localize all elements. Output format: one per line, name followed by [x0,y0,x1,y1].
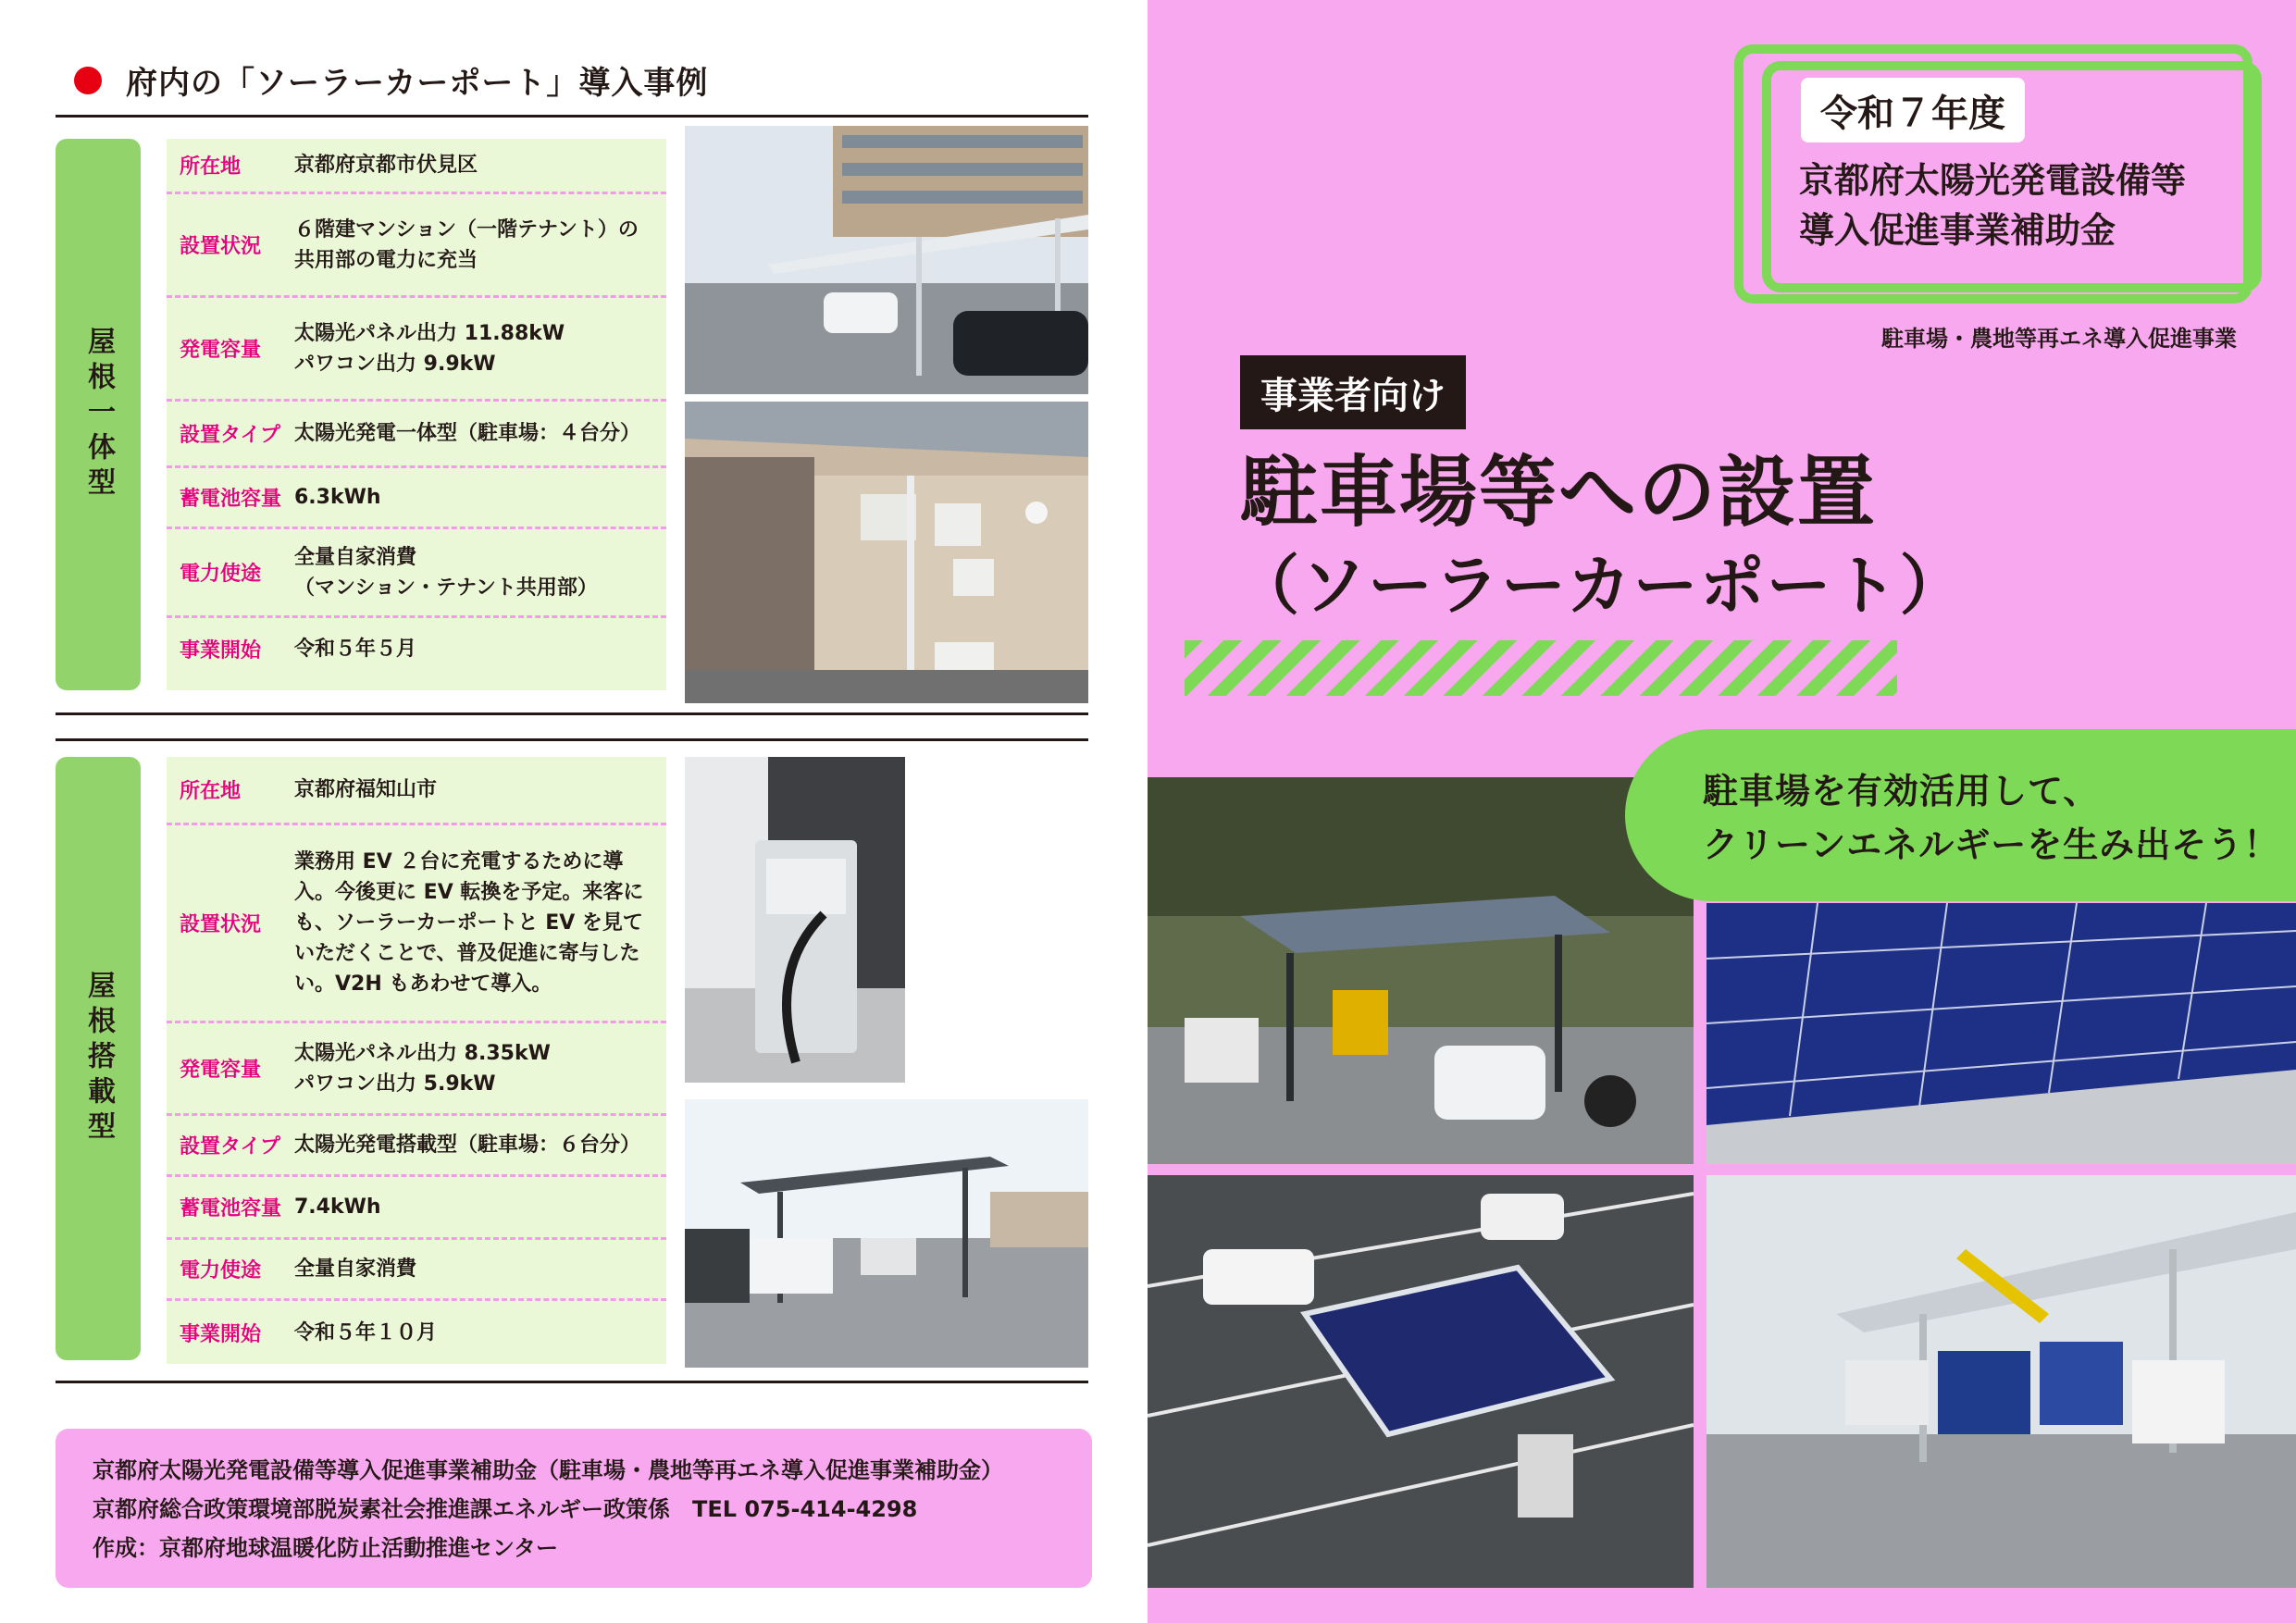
type-label: 屋根一体型 [82,327,115,502]
section-header [74,57,708,103]
info-key: 事業開始 [180,638,262,663]
info-key: 設置状況 [180,235,262,258]
info-key: 電力使途 [180,563,262,586]
info-row [167,618,666,679]
carport-trucks-photo [685,1099,1088,1368]
info-value: 太陽光発電一体型（駐車場：４台分） [294,422,641,445]
contact-box [56,1429,1092,1588]
page-title: 駐車場等への設置 [1240,447,1878,538]
info-row [167,139,666,194]
section-title: 府内の「ソーラーカーポート」導入事例 [126,65,709,102]
info-row [167,1177,666,1240]
info-value: 京都府福知山市 [294,778,438,801]
info-value: 業務用 EV ２台に充電するために導入。今後更に EV 転換を予定。来客にも、ソーラーカーポートと EV を見ていただくことで、普及促進に寄与したい。V2H もあわせて導入。 [294,850,644,996]
right-page [1148,0,2296,1623]
ev-charger-photo [685,757,905,1083]
info-key: 蓄電池容量 [180,1197,282,1220]
page-subtitle: （ソーラーカーポート） [1235,548,1967,624]
info-value: 全量自家消費 （マンション・テナント共用部） [294,545,598,600]
info-table [167,139,666,690]
catch-copy-banner [1625,729,2296,901]
excavator-carport-photo [1148,777,1694,1164]
info-value: ６階建マンション（一階テナント）の共用部の電力に充当 [294,217,639,272]
type-tab [56,139,141,690]
info-row [167,1240,666,1301]
info-row [167,468,666,529]
info-value: 7.4kWh [294,1196,381,1219]
info-value: 太陽光パネル出力 11.88kW パワコン出力 9.9kW [294,321,565,376]
info-value: 太陽光発電搭載型（駐車場：６台分） [294,1134,641,1157]
info-key: 設置状況 [180,913,262,936]
case-roof-integrated [56,139,1088,694]
info-key: 蓄電池容量 [180,488,282,511]
info-value: 令和５年１０月 [294,1320,438,1344]
info-row [167,1301,666,1364]
info-key: 所在地 [180,780,242,803]
info-value: 太陽光パネル出力 8.35kW パワコン出力 5.9kW [294,1041,551,1096]
subsidy-title [1799,155,2186,255]
info-row [167,298,666,402]
divider [56,712,1088,715]
info-value: 京都府京都市伏見区 [294,154,478,177]
footer-line: 京都府総合政策環境部脱炭素社会推進課エネルギー政策係 TEL 075-414-4298 [93,1496,918,1522]
footer-line: 京都府太陽光発電設備等導入促進事業補助金（駐車場・農地等再エネ導入促進事業補助金） [93,1457,1003,1483]
info-row [167,1023,666,1116]
catch-line: 駐車場を有効活用して、 [1703,771,2100,812]
type-tab [56,757,141,1360]
type-label: 屋根搭載型 [82,971,115,1146]
info-key: 事業開始 [180,1322,262,1346]
info-row [167,825,666,1023]
catch-line: クリーンエネルギーを生み出そう！ [1703,824,2280,865]
info-row [167,529,666,618]
info-value: 全量自家消費 [294,1258,417,1281]
info-key: 発電容量 [180,1059,262,1082]
info-key: 設置タイプ [180,1135,280,1158]
fiscal-year-badge: 令和７年度 [1801,78,2025,142]
info-row [167,1116,666,1177]
divider [56,738,1088,741]
sub-project-label: 駐車場・農地等再エネ導入促進事業 [1881,326,2237,352]
info-value: 6.3kWh [294,486,381,509]
divider [56,1381,1088,1383]
subsidy-line: 導入促進事業補助金 [1799,210,2116,251]
info-key: 設置タイプ [180,424,280,447]
footer-line: 作成：京都府地球温暖化防止活動推進センター [93,1535,559,1561]
info-key: 電力使途 [180,1259,262,1282]
case-roof-mounted [56,757,1088,1368]
info-key: 所在地 [180,155,242,179]
subsidy-line: 京都府太陽光発電設備等 [1799,160,2187,201]
audience-badge: 事業者向け [1240,355,1466,429]
bullet-icon [74,67,102,94]
info-table [167,757,666,1364]
equipment-photo [685,402,1088,703]
info-key: 発電容量 [180,339,262,362]
parking-lot-aerial-photo [1148,1175,1694,1588]
info-row [167,402,666,468]
divider [56,115,1088,118]
carport-photo [685,126,1088,394]
truck-carport-photo [1706,1175,2296,1588]
info-row [167,757,666,825]
info-value: 令和５年５月 [294,637,417,661]
stripe-decoration [1185,640,1897,696]
info-row [167,194,666,298]
solar-panels-closeup [1706,903,2296,1164]
